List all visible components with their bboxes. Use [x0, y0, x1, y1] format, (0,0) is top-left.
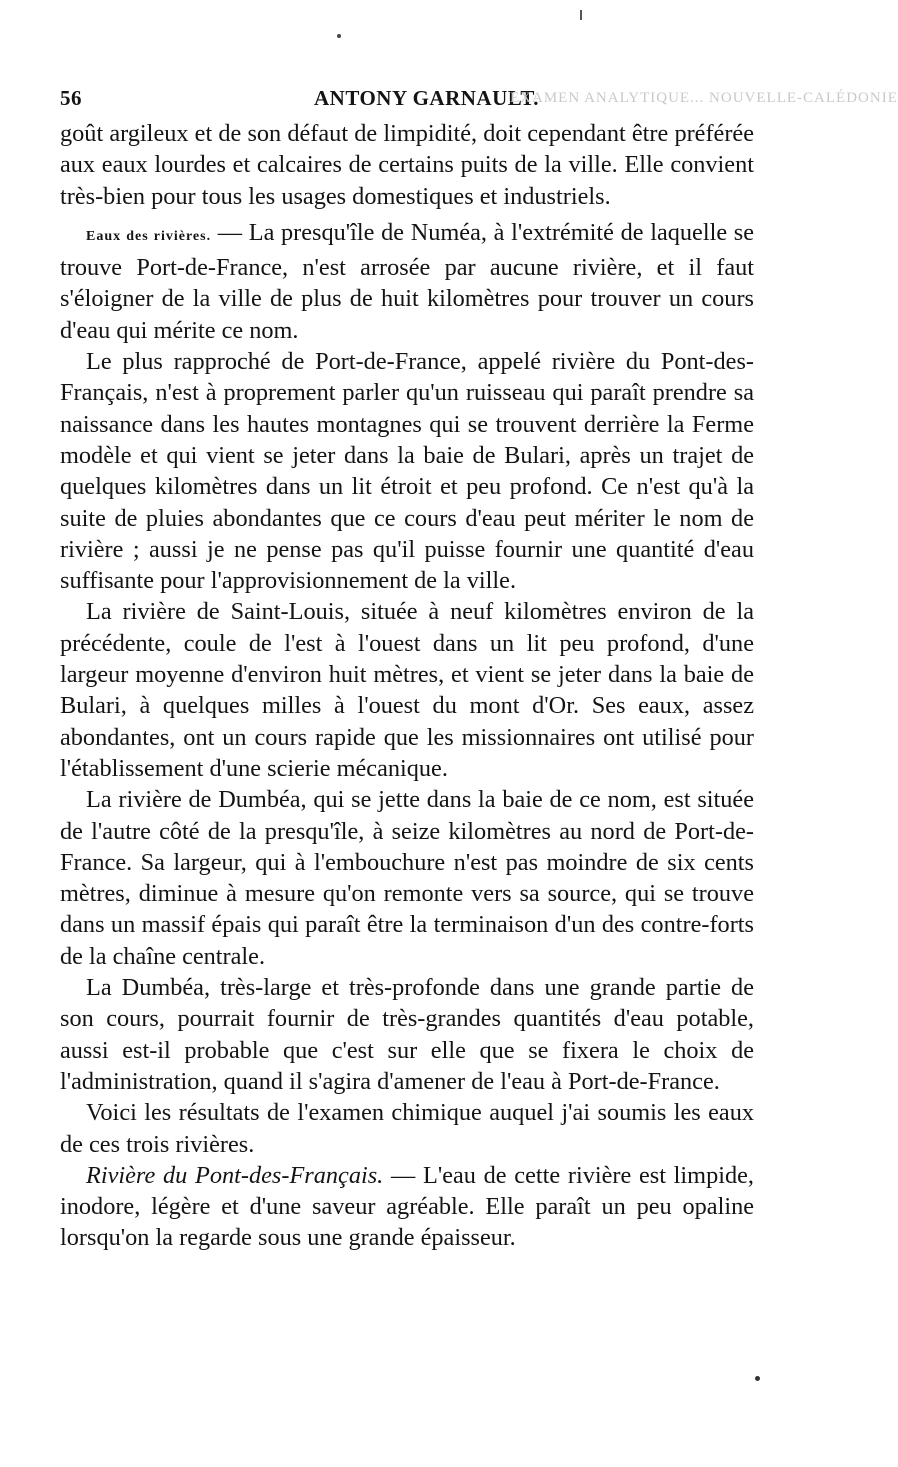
section-heading-eaux-des-rivieres: Eaux des rivières.	[86, 228, 212, 244]
paragraph-3: Le plus rapproché de Port-de-France, appelé rivière du Pont-des-Français, n'est à proprement parler qu'un ruisseau qui paraît prendre sa naissance dans les hautes montagnes qui se trouvent derrière la Ferme modèle et qui vient se jeter dans la baie de Bulari, après un trajet de quelques kilomètres dans un lit étroit et peu profond. Ce n'est qu'à la suite de pluies abondantes que ce cours d'eau peut mériter le nom de rivière ; aussi je ne pense pas qu'il puisse fournir une quantité d'eau suffisante pour l'approvisionnement de la ville.	[60, 348, 754, 595]
paragraph-4: La rivière de Saint-Louis, située à neuf kilomètres environ de la précédente, coule de l'est à l'ouest dans un lit peu profond, d'une largeur moyenne d'environ huit mètres, et vient se jeter dans la baie de Bulari, à quelques milles à l'ouest du mont d'Or. Ses eaux, assez abondantes, ont un cours rapide que les missionnaires ont utilisé pour l'établissement d'une scierie mécanique.	[60, 598, 754, 782]
paragraph-1: goût argileux et de son défaut de limpidité, doit cependant être préférée aux eaux lourdes et calcaires de certains puits de la ville. Elle convient très-bien pour tous les usages domestiques et industriels.	[60, 120, 754, 210]
paragraph-8-body: — L'eau de cette rivière est limpide, inodore, légère et d'une saveur agréable. Elle paraît un peu opaline lorsqu'on la regarde sous une grande épaisseur.	[60, 1161, 754, 1252]
page-number: 56	[60, 86, 82, 110]
scan-speck	[337, 34, 341, 38]
paragraph-2-body: — La presqu'île de Numéa, à l'extrémité de laquelle se trouve Port-de-France, n'est arrosée par aucune rivière, et il faut s'éloigner de la ville de plus de huit kilomètres pour trouver un cours d'eau qui mérite ce nom.	[60, 218, 755, 344]
paragraph-8	[60, 1160, 754, 1254]
subsection-heading-pont-des-francais: Rivière du Pont-des-Français.	[86, 1161, 384, 1189]
scan-speck-bottom	[755, 1376, 760, 1381]
paragraph-7: Voici les résultats de l'examen chimique auquel j'ai soumis les eaux de ces trois rivières.	[60, 1099, 754, 1158]
paragraph-2	[60, 217, 754, 346]
body-text	[60, 118, 754, 1254]
running-title: ANTONY GARNAULT.	[314, 86, 540, 110]
bleed-through-text: EXAMEN ANALYTIQUE... NOUVELLE-CALÉDONIE	[510, 90, 898, 106]
scan-mark	[580, 10, 582, 20]
paragraph-6: La Dumbéa, très-large et très-profonde dans une grande partie de son cours, pourrait fournir de très-grandes quantités d'eau potable, aussi est-il probable que c'est sur elle que se fixera le choix de l'administration, quand il s'agira d'amener de l'eau à Port-de-France.	[60, 974, 754, 1095]
paragraph-5: La rivière de Dumbéa, qui se jette dans la baie de ce nom, est située de l'autre côté de la presqu'île, à seize kilomètres au nord de Port-de-France. Sa largeur, qui à l'embouchure n'est pas moindre de six cents mètres, diminue à mesure qu'on remonte vers sa source, qui se trouve dans un massif épais qui paraît être la terminaison d'un des contre-forts de la chaîne centrale.	[60, 786, 754, 970]
